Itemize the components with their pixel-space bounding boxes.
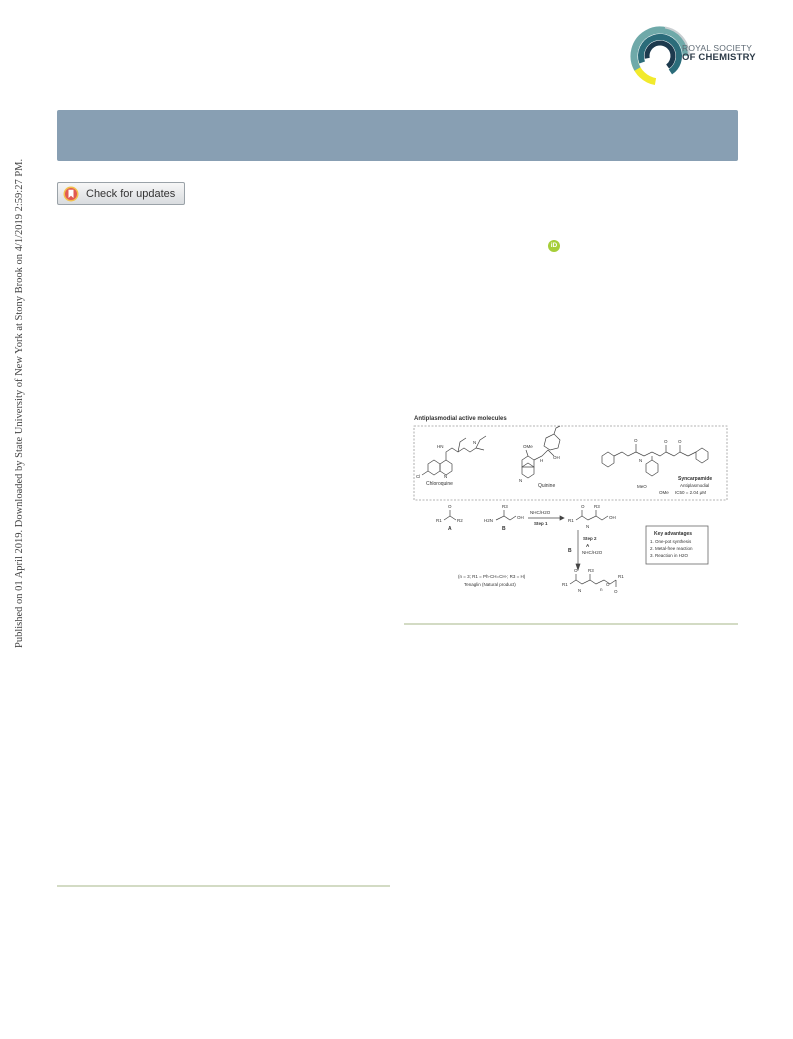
chloroquine-hn: HN [437,444,444,449]
rsc-logo-mark [630,20,690,92]
scheme-r3: R3 [502,504,508,509]
scheme-oh: OH [517,515,524,520]
product2-r3: R3 [588,568,594,573]
product2-n: N [578,588,582,593]
arrow-b-label: B [568,548,572,554]
syncarpamide-ome: OMe [659,490,669,495]
step2-conditions: NHC/H2O [582,550,603,555]
product2-o3: O [614,589,618,594]
product2-r1: R1 [562,582,568,587]
graphic-title: Antiplasmodial active molecules [414,416,507,422]
key-advantages-title: Key advantages [654,531,693,537]
journal-banner [57,110,738,161]
step1-conditions: NHC/H2O [530,510,551,515]
syncarpamide-o1: O [634,438,638,443]
reactant-b-label: B [502,526,506,532]
step2-reagent: A [586,543,590,548]
syncarpamide-activity: Antiplasmodial [680,483,710,488]
quinine-ome: OMe [523,444,533,449]
graphical-abstract [410,412,735,612]
orcid-icon[interactable]: iD [548,240,560,252]
key-advantage-2: 2. Metal-free reaction [650,546,693,551]
product1-r3: R3 [594,504,600,509]
step1-label: Step 1 [534,521,548,526]
key-advantage-3: 3. Reaction in H2O [650,553,689,558]
product-name: Tenaglin (Natural product) [464,582,516,587]
scheme-r1: R1 [436,518,442,523]
syncarpamide-o3: O [678,439,682,444]
key-advantage-1: 1. One-pot synthesis [650,539,692,544]
logo-line-1: ROYAL SOCIETY [682,43,753,53]
scheme-or2: R2 [457,518,463,523]
publication-note: Published on 01 April 2019. Downloaded by State University of New York at Stony Brook on 4/1/2019 2:59:27 PM. [14,158,25,648]
chloroquine-label: Chloroquine [426,481,453,487]
quinine-label: Quinine [538,483,556,489]
quinine-h: H [540,458,544,463]
product-conditions: (n = 3; R1 = Ph-CH=CH-; R3 = H) [458,574,526,579]
syncarpamide-meo: MeO [637,484,647,489]
chloroquine-amine-n: N [473,440,477,445]
scheme-o: O [448,504,452,509]
product2-n-sub: n [600,587,603,592]
check-for-updates-label: Check for updates [86,187,176,200]
syncarpamide-n: N [639,458,643,463]
product2-o2: O [606,582,610,587]
graphic-divider [404,623,738,625]
footnote-divider [57,885,390,887]
syncarpamide-label: Syncarpamide [678,476,713,482]
rsc-logo [630,20,756,92]
syncarpamide-o2: O [664,439,668,444]
chloroquine-cl: Cl [416,474,421,479]
step2-label: Step 2 [583,536,597,541]
product1-oh: OH [609,515,616,520]
chloroquine-structure [422,436,486,475]
product2-r1b: R1 [618,574,624,579]
quinine-oh: OH [553,455,560,460]
product2-o1: O [574,568,578,573]
reactant-a-label: A [448,526,452,532]
product1-n: N [586,524,590,529]
syncarpamide-structure [602,444,708,476]
quinine-structure [522,426,560,478]
scheme-h2n: H2N [484,518,494,523]
bookmark-update-icon [63,186,79,202]
product1-o: O [581,504,585,509]
syncarpamide-ic50: IC50 = 2.04 μM [675,490,706,495]
logo-line-2: OF CHEMISTRY [682,52,756,63]
check-for-updates-button[interactable] [57,182,185,205]
molecules-box [414,426,727,500]
product1-r1: R1 [568,518,574,523]
quinine-n: N [519,478,523,483]
chloroquine-n: N [444,474,448,479]
